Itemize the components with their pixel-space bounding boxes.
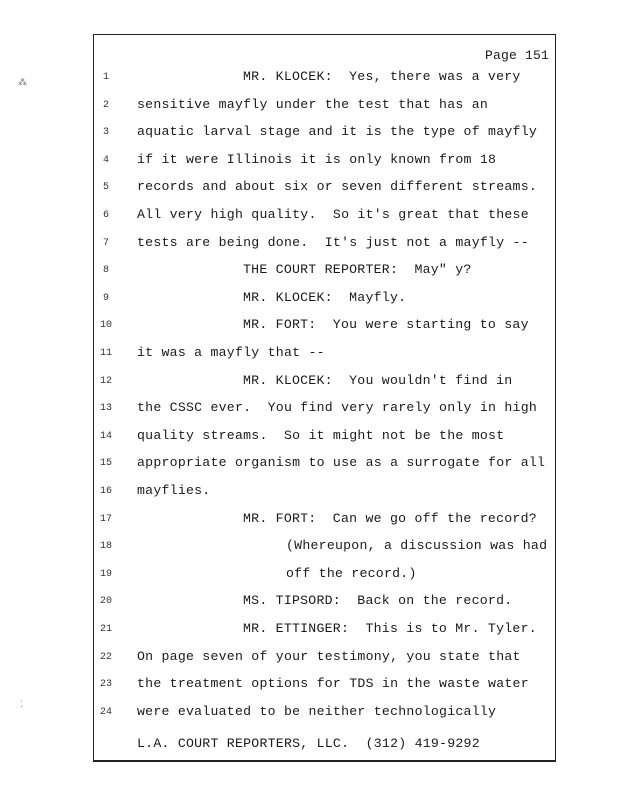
transcript-line: [0, 676, 619, 696]
line-text: MR. FORT: You were starting to say: [243, 317, 529, 333]
line-number: 15: [99, 458, 112, 470]
line-text: All very high quality. So it's great that these: [137, 207, 529, 222]
transcript-line: [0, 538, 619, 558]
line-number: 5: [102, 182, 109, 194]
transcript-line: [0, 235, 619, 255]
line-text: MR. KLOCEK: Yes, there was a very: [243, 69, 521, 84]
transcript-line: [0, 428, 619, 448]
transcript-line: [0, 483, 619, 503]
line-text: THE COURT REPORTER: May" y?: [243, 262, 472, 278]
transcript-line: [0, 400, 619, 420]
scan-mark: ⁚: [20, 700, 23, 710]
line-number: 20: [99, 596, 112, 608]
line-text: MR. KLOCEK: You wouldn't find in: [243, 372, 513, 388]
line-text: (Whereupon, a discussion was had: [286, 538, 548, 554]
line-text: On page seven of your testimony, you state that: [137, 648, 521, 664]
line-text: if it were Illinois it is only known from 18: [137, 151, 497, 167]
transcript-line: [0, 455, 619, 475]
line-text: aquatic larval stage and it is the type of mayfly: [137, 124, 538, 140]
page-number: Page 151: [484, 48, 549, 63]
line-text: sensitive mayfly under the test that has an: [137, 96, 489, 112]
line-number: 16: [99, 486, 112, 497]
transcript-line: [0, 69, 619, 89]
scan-mark: ⁂: [18, 78, 27, 88]
line-number: 9: [102, 292, 109, 304]
line-text: were evaluated to be neither technologically: [137, 703, 497, 719]
line-number: 19: [99, 568, 112, 580]
line-text: mayflies.: [137, 483, 211, 498]
transcript-line: [0, 566, 619, 586]
line-text: off the record.): [286, 565, 417, 581]
transcript-line: [0, 290, 619, 310]
line-number: 7: [102, 237, 109, 249]
line-text: tests are being done. It's just not a mayfly --: [137, 234, 529, 250]
line-text: MR. ETTINGER: This is to Mr. Tyler.: [243, 621, 537, 636]
transcript-line: [0, 704, 619, 724]
line-number: 4: [102, 154, 109, 166]
transcript-line: [0, 593, 619, 613]
transcript-line: [0, 207, 619, 227]
line-text: appropriate organism to use as a surrogate for all: [137, 455, 546, 471]
transcript-line: [0, 262, 619, 282]
line-text: it was a mayfly that --: [137, 345, 325, 360]
court-reporter-footer: L.A. COURT REPORTERS, LLC. (312) 419-9292: [137, 736, 480, 751]
transcript-line: [0, 621, 619, 641]
transcript-line: [0, 317, 619, 337]
line-number: 24: [99, 706, 112, 718]
line-number: 22: [99, 651, 112, 663]
line-text: MR. KLOCEK: Mayfly.: [243, 289, 407, 305]
line-text: MR. FORT: Can we go off the record?: [243, 510, 537, 526]
line-text: MS. TIPSORD: Back on the record.: [243, 593, 513, 609]
line-number: 10: [99, 320, 112, 332]
line-text: quality streams. So it might not be the most: [137, 427, 505, 443]
transcript-line: [0, 97, 619, 117]
line-number: 3: [102, 127, 109, 139]
line-number: 8: [102, 265, 109, 277]
line-text: the CSSC ever. You find very rarely only in high: [137, 400, 538, 416]
line-number: 6: [102, 210, 109, 221]
line-number: 18: [99, 541, 112, 553]
transcript-line: [0, 511, 619, 531]
transcript-line: [0, 124, 619, 144]
line-text: the treatment options for TDS in the waste water: [137, 676, 529, 692]
line-number: 2: [102, 99, 109, 111]
line-number: 23: [99, 679, 112, 691]
transcript-line: [0, 179, 619, 199]
transcript-line: [0, 649, 619, 669]
line-number: 17: [99, 513, 112, 525]
line-number: 14: [99, 430, 112, 442]
line-number: 21: [99, 624, 112, 635]
line-number: 11: [99, 348, 112, 359]
line-number: 1: [102, 72, 109, 83]
transcript-line: [0, 152, 619, 172]
line-text: records and about six or seven different streams.: [137, 179, 538, 195]
transcript-line: [0, 373, 619, 393]
line-number: 13: [99, 403, 112, 415]
transcript-line: [0, 345, 619, 365]
line-number: 12: [99, 375, 112, 387]
